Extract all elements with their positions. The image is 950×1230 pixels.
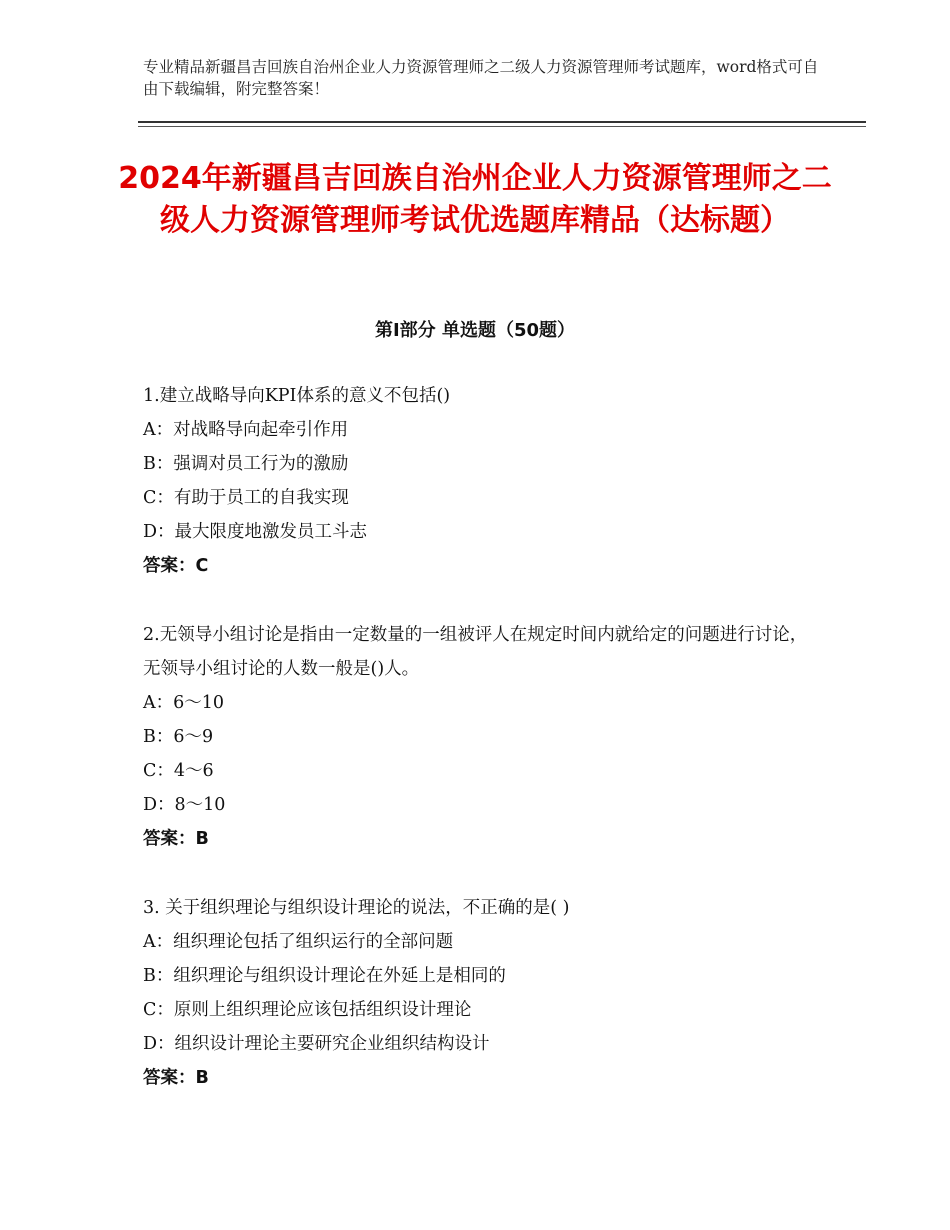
header-rule-thick — [138, 121, 866, 123]
answer: 答案：C — [143, 556, 209, 576]
option-c: C：原则上组织理论应该包括组织设计理论 — [143, 1000, 472, 1020]
answer: 答案：B — [143, 829, 209, 849]
option-d: D：最大限度地激发员工斗志 — [143, 522, 368, 542]
question-stem: 3. 关于组织理论与组织设计理论的说法，不正确的是( ) — [143, 898, 570, 918]
option-a: A：6～10 — [143, 693, 225, 713]
header-rule-thin — [138, 126, 866, 127]
question-3 — [143, 891, 813, 1095]
option-a: A：对战略导向起牵引作用 — [143, 420, 349, 440]
option-d: D：8～10 — [143, 795, 226, 815]
option-b: B：强调对员工行为的激励 — [143, 454, 349, 474]
section-title: 第Ⅰ部分 单选题（50题） — [374, 320, 575, 341]
header-note: 专业精品新疆昌吉回族自治州企业人力资源管理师之二级人力资源管理师考试题库，word格式可自由下载编辑，附完整答案！ — [143, 58, 819, 98]
question-2 — [143, 618, 813, 856]
answer: 答案：B — [143, 1068, 209, 1088]
document-title: 2024年新疆昌吉回族自治州企业人力资源管理师之二级人力资源管理师考试优选题库精品（达标题） — [118, 161, 832, 238]
question-stem: 1.建立战略导向KPI体系的意义不包括() — [143, 386, 451, 406]
option-c: C：有助于员工的自我实现 — [143, 488, 349, 508]
option-d: D：组织设计理论主要研究企业组织结构设计 — [143, 1034, 490, 1054]
question-1 — [143, 379, 813, 583]
question-stem: 2.无领导小组讨论是指由一定数量的一组被评人在规定时间内就给定的问题进行讨论，无领导小组讨论的人数一般是()人。 — [143, 625, 808, 679]
option-b: B：6～9 — [143, 727, 214, 747]
option-a: A：组织理论包括了组织运行的全部问题 — [143, 932, 454, 952]
option-c: C：4～6 — [143, 761, 214, 781]
option-b: B：组织理论与组织设计理论在外延上是相同的 — [143, 966, 506, 986]
